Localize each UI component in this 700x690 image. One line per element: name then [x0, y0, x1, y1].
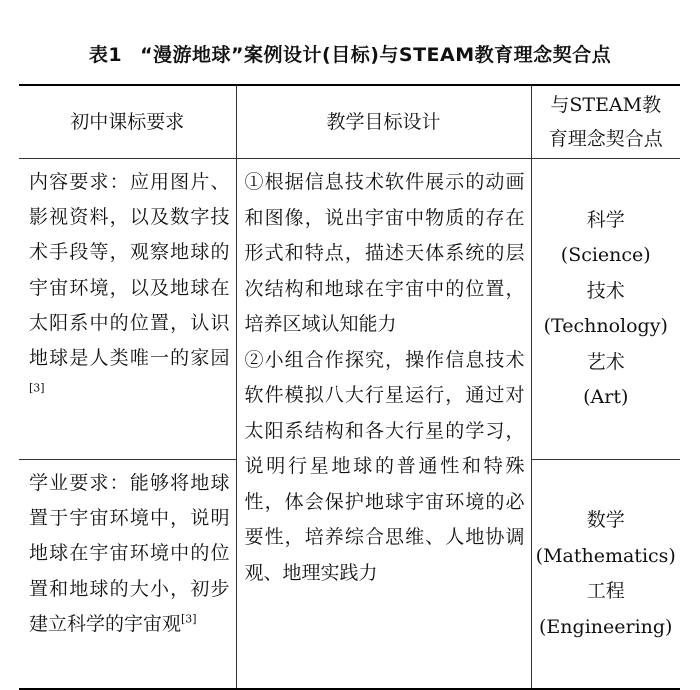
steam-cell-1 [531, 159, 680, 460]
steam-art-en: (Art) [583, 386, 629, 408]
academic-requirement-cell [19, 460, 236, 690]
teaching-goals-cell [236, 159, 531, 690]
citation-ref: [3] [181, 612, 197, 626]
header-steam [531, 85, 680, 159]
caption-title: “漫游地球”案例设计(目标)与STEAM教育理念契合点 [140, 44, 612, 66]
header-steam-label: 与STEAM教育理念契合点 [548, 94, 663, 150]
table-row [19, 159, 680, 460]
caption-number: 表1 [88, 44, 123, 66]
comparison-table [19, 84, 680, 690]
content-requirement-cell [19, 159, 236, 460]
teaching-goal-2: ②小组合作探究，操作信息技术软件模拟八大行星运行，通过对太阳系结构和各大行星的学习，说明行星地球的普通性和特殊性，体会保护地球宇宙环境的必要性，培养综合思维、人地协调观、地理实践力 [244, 348, 525, 584]
steam-science-cn: 科学 [586, 208, 625, 231]
table-caption [0, 40, 700, 67]
header-goals: 教学目标设计 [236, 85, 531, 159]
steam-technology-en: (Technology) [543, 315, 668, 337]
steam-engineering-en: (Engineering) [539, 615, 673, 638]
steam-math-en: (Mathematics) [535, 544, 676, 567]
steam-science-en: (Science) [560, 244, 651, 266]
steam-technology-cn: 技术 [586, 279, 625, 302]
steam-engineering-cn: 工程 [586, 580, 625, 602]
steam-art-cn: 艺术 [586, 350, 625, 373]
header-row [19, 85, 680, 159]
citation-ref: [3] [29, 381, 45, 395]
teaching-goal-1: ①根据信息技术软件展示的动画和图像，说出宇宙中物质的存在形式和特点，描述天体系统的层次结构和地球在宇宙中的位置，培养区域认知能力 [244, 171, 525, 335]
steam-cell-2 [531, 460, 680, 690]
academic-requirement-text: 学业要求：能够将地球置于宇宙环境中，说明地球在宇宙环境中的位置和地球的大小，初步建立科学的宇宙观 [29, 472, 230, 635]
content-requirement-text: 内容要求：应用图片、影视资料，以及数字技术手段等，观察地球的宇宙环境，以及地球在太阳系中的位置，认识地球是人类唯一的家园 [29, 171, 230, 370]
header-standard: 初中课标要求 [19, 85, 236, 159]
steam-math-cn: 数学 [586, 509, 625, 531]
